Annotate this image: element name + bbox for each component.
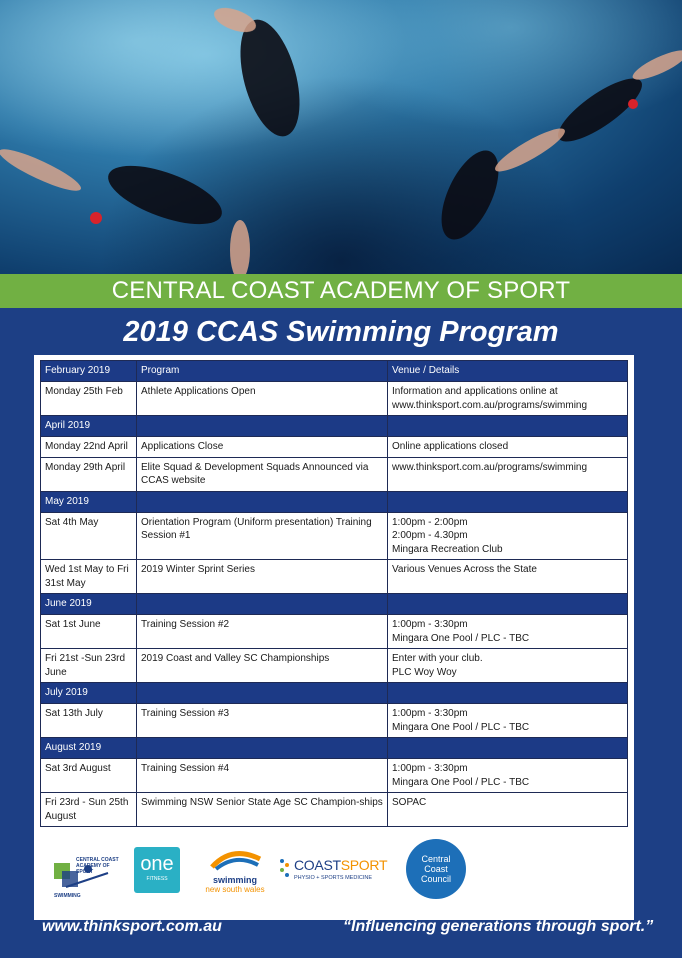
council-logo: Central Coast Council: [406, 839, 466, 899]
program-cell: Applications Close: [137, 437, 388, 458]
venue-cell: Information and applications online at www.thinksport.com.au/programs/swimming: [388, 382, 628, 416]
venue-cell: SOPAC: [388, 793, 628, 827]
date-cell: Wed 1st May to Fri 31st May: [41, 560, 137, 594]
table-row: [41, 560, 628, 594]
page-title: 2019 CCAS Swimming Program: [123, 316, 559, 348]
website-url[interactable]: www.thinksport.com.au: [42, 918, 222, 935]
column-header: February 2019: [41, 361, 137, 382]
hero-photo: [0, 0, 682, 274]
table-row: [41, 437, 628, 458]
table-row: [41, 615, 628, 649]
date-cell: Sat 3rd August: [41, 759, 137, 793]
table-row: [41, 649, 628, 683]
sponsor-logos: [34, 837, 634, 917]
program-cell: Swimming NSW Senior State Age SC Champion-ships: [137, 793, 388, 827]
program-cell: Training Session #3: [137, 704, 388, 738]
program-table: [40, 360, 628, 827]
program-cell: 2019 Winter Sprint Series: [137, 560, 388, 594]
table-row: [41, 512, 628, 560]
venue-cell: 1:00pm - 3:30pm Mingara One Pool / PLC - TBC: [388, 704, 628, 738]
month-section-row: [41, 738, 628, 759]
venue-cell: Various Venues Across the State: [388, 560, 628, 594]
venue-cell: Enter with your club. PLC Woy Woy: [388, 649, 628, 683]
one-fitness-logo: one FITNESS: [134, 847, 180, 893]
table-row: [41, 457, 628, 491]
program-cell: Training Session #2: [137, 615, 388, 649]
venue-cell: www.thinksport.com.au/programs/swimming: [388, 457, 628, 491]
month-label: April 2019: [41, 416, 137, 437]
month-section-row: [41, 594, 628, 615]
program-cell: Elite Squad & Development Squads Announced via CCAS website: [137, 457, 388, 491]
swimmers-illustration: [0, 0, 682, 274]
coastsport-logo: COASTSPORT PHYSIO + SPORTS MEDICINE: [278, 857, 390, 893]
program-cell: Athlete Applications Open: [137, 382, 388, 416]
column-header: Venue / Details: [388, 361, 628, 382]
month-section-row: [41, 683, 628, 704]
venue-cell: Online applications closed: [388, 437, 628, 458]
academy-banner: CENTRAL COAST ACADEMY OF SPORT: [0, 274, 682, 308]
program-cell: Orientation Program (Uniform presentation) Training Session #1: [137, 512, 388, 560]
date-cell: Sat 13th July: [41, 704, 137, 738]
month-section-row: [41, 416, 628, 437]
month-label: August 2019: [41, 738, 137, 759]
date-cell: Sat 4th May: [41, 512, 137, 560]
date-cell: Fri 23rd - Sun 25th August: [41, 793, 137, 827]
program-cell: 2019 Coast and Valley SC Championships: [137, 649, 388, 683]
venue-cell: 1:00pm - 2:00pm 2:00pm - 4.30pm Mingara Recreation Club: [388, 512, 628, 560]
month-label: June 2019: [41, 594, 137, 615]
tagline: “Influencing generations through sport.”: [343, 918, 654, 935]
ccas-logo: CENTRAL COAST ACADEMY OF SPORT SWIMMING: [54, 857, 119, 899]
date-cell: Monday 29th April: [41, 457, 137, 491]
month-section-row: [41, 491, 628, 512]
program-cell: Training Session #4: [137, 759, 388, 793]
table-header-row: [41, 361, 628, 382]
column-header: Program: [137, 361, 388, 382]
date-cell: Fri 21st -Sun 23rd June: [41, 649, 137, 683]
month-label: May 2019: [41, 491, 137, 512]
table-row: [41, 704, 628, 738]
date-cell: Sat 1st June: [41, 615, 137, 649]
date-cell: Monday 22nd April: [41, 437, 137, 458]
program-panel: [34, 355, 634, 920]
month-label: July 2019: [41, 683, 137, 704]
date-cell: Monday 25th Feb: [41, 382, 137, 416]
venue-cell: 1:00pm - 3:30pm Mingara One Pool / PLC - TBC: [388, 759, 628, 793]
table-row: [41, 382, 628, 416]
swimming-nsw-logo: swimming new south wales: [202, 849, 268, 895]
table-row: [41, 793, 628, 827]
table-row: [41, 759, 628, 793]
venue-cell: 1:00pm - 3:30pm Mingara One Pool / PLC - TBC: [388, 615, 628, 649]
